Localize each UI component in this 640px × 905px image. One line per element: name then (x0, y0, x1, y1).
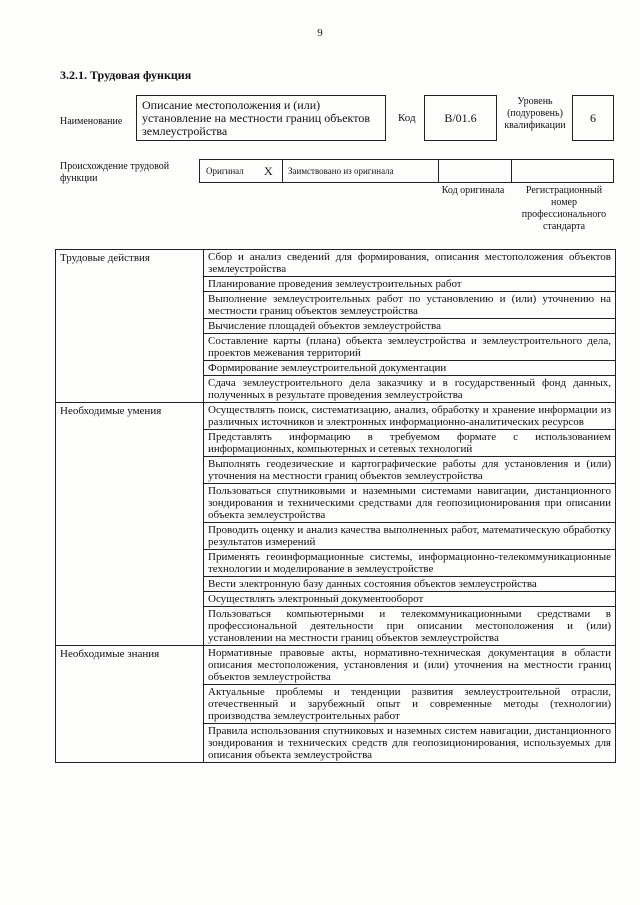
section-item: Сбор и анализ сведений для формирования, описания местоположения объектов землеустройства (204, 250, 616, 277)
section-item: Формирование землеустроительной документации (204, 361, 616, 376)
section-item: Применять геоинформационные системы, информационно-телекоммуникационные технологии и моделирование в землеустройстве (204, 550, 616, 577)
section-item: Пользоваться спутниковыми и наземными системами навигации, дистанционного зондирования и техническими средствами для геопозиционирования при описании объекта землеустройства (204, 484, 616, 523)
section-item: Правила использования спутниковых и наземных систем навигации, дистанционного зондирования и технических средств для геопозиционирования, используемых для описания объекта землеустройства (204, 724, 616, 763)
table-row (56, 646, 616, 685)
origin-label: Происхождение трудовой функции (60, 161, 170, 184)
origin-row (199, 159, 614, 183)
section-item: Осуществлять поиск, систематизацию, анализ, обработку и хранение информации из различных источников и электронных информационно-аналитических ресурсов (204, 403, 616, 430)
original-code-caption: Код оригинала (441, 185, 505, 196)
section-title: Необходимые умения (56, 403, 204, 646)
section-title: Трудовые действия (56, 250, 204, 403)
registration-number-caption: Регистрационный номер профессионального стандарта (521, 185, 607, 232)
original-mark: X (264, 163, 273, 178)
section-title: Необходимые знания (56, 646, 204, 763)
section-item: Составление карты (плана) объекта землеустройства и землеустроительного дела, проектов межевания территорий (204, 334, 616, 361)
table-row (56, 250, 616, 277)
section-item: Вычисление площадей объектов землеустройства (204, 319, 616, 334)
section-item: Планирование проведения землеустроительных работ (204, 277, 616, 292)
section-heading: 3.2.1. Трудовая функция (60, 68, 192, 82)
section-item: Выполнение землеустроительных работ по установлению и (или) уточнению на местности границ объектов землеустройства (204, 292, 616, 319)
section-item: Представлять информацию в требуемом формате с использованием информационных, компьютерных и сетевых технологий (204, 430, 616, 457)
section-item: Пользоваться компьютерными и телекоммуникационными средствами в профессиональной деятельности при описании местоположения и (или) установлении на местности границ объектов землеустройства (204, 607, 616, 646)
name-label: Наименование (60, 116, 123, 127)
function-details-table (55, 249, 616, 763)
origin-divider (282, 160, 283, 182)
section-item: Вести электронную базу данных состояния объектов землеустройства (204, 577, 616, 592)
page-number: 9 (317, 27, 323, 39)
section-item: Осуществлять электронный документооборот (204, 592, 616, 607)
qualification-level-label: Уровень (подуровень) квалификации (504, 96, 566, 131)
qualification-level-box: 6 (572, 95, 614, 141)
function-code-box: B/01.6 (424, 95, 497, 141)
section-item: Проводить оценку и анализ качества выполненных работ, математическую обработку результатов измерений (204, 523, 616, 550)
section-item: Выполнять геодезические и картографические работы для установления и (или) уточнения на местности границ объектов землеустройства (204, 457, 616, 484)
original-label: Оригинал (206, 166, 244, 176)
section-item: Сдача землеустроительного дела заказчику и в государственный фонд данных, полученных в результате проведения землеустройства (204, 376, 616, 403)
origin-divider (511, 160, 512, 182)
origin-divider (438, 160, 439, 182)
function-name-box: Описание местоположения и (или) установление на местности границ объектов землеустройства (136, 95, 386, 141)
table-row (56, 403, 616, 430)
code-label: Код (398, 112, 416, 124)
borrowed-label: Заимствовано из оригинала (288, 166, 394, 176)
section-item: Нормативные правовые акты, нормативно-техническая документация в области описания местоположения, установления и (или) уточнения на местности границ объектов землеустройства (204, 646, 616, 685)
section-item: Актуальные проблемы и тенденции развития землеустроительной отрасли, отечественный и зарубежный опыт и современные методы (технологии) производства землеустроительных работ (204, 685, 616, 724)
